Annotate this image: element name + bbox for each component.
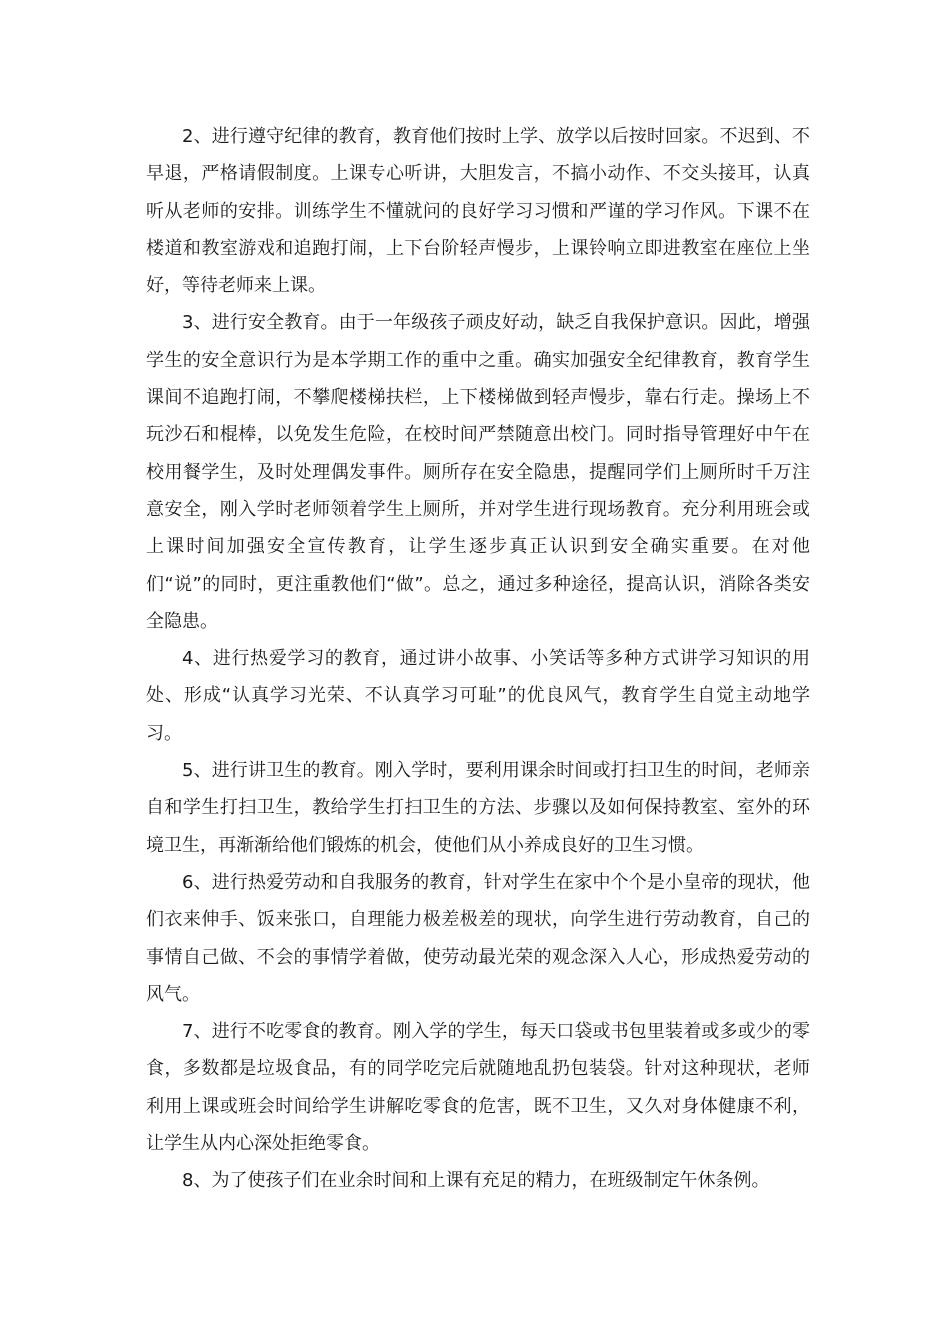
paragraph-labor: 6、进行热爱劳动和自我服务的教育，针对学生在家中个个是小皇帝的现状，他们衣来伸手、饭来张口，自理能力极差极差的现状，向学生进行劳动教育，自己的事情自己做、不会的事情学着做，使劳动最光荣的观念深入人心，形成热爱劳动的风气。 [146, 871, 810, 1005]
paragraph-safety: 3、进行安全教育。由于一年级孩子顽皮好动，缺乏自我保护意识。因此，增强学生的安全意识行为是本学期工作的重中之重。确实加强安全纪律教育，教育学生课间不追跑打闹，不攀爬楼梯扶栏，上下楼梯做到轻声慢步，靠右行走。操场上不玩沙石和棍棒，以免发生危险，在校时间严禁随意出校门。同时指导管理好中午在校用餐学生，及时处理偶发事件。厕所存在安全隐患，提醒同学们上厕所时千万注意安全，刚入学时老师领着学生上厕所，并对学生进行现场教育。充分利用班会或上课时间加强安全宣传教育，让学生逐步真正认识到安全确实重要。在对他们“说”的同时，更注重教他们“做”。总之，通过多种途径，提高认识，消除各类安全隐患。 [146, 312, 810, 632]
paragraph-hygiene: 5、进行讲卫生的教育。刚入学时，要利用课余时间或打扫卫生的时间，老师亲自和学生打扫卫生，教给学生打扫卫生的方法、步骤以及如何保持教室、室外的环境卫生，再渐渐给他们锻炼的机会，使他们从小养成良好的卫生习惯。 [146, 760, 810, 856]
paragraph-learning: 4、进行热爱学习的教育，通过讲小故事、小笑话等多种方式讲学习知识的用处、形成“认真学习光荣、不认真学习可耻”的优良风气，教育学生自觉主动地学习。 [146, 648, 810, 744]
document-body [146, 118, 810, 1200]
paragraph-discipline: 2、进行遵守纪律的教育，教育他们按时上学、放学以后按时回家。不迟到、不早退，严格请假制度。上课专心听讲，大胆发言，不搞小动作、不交头接耳，认真听从老师的安排。训练学生不懂就问的良好学习习惯和严谨的学习作风。下课不在楼道和教室游戏和追跑打闹，上下台阶轻声慢步，上课铃响立即进教室在座位上坐好，等待老师来上课。 [146, 126, 810, 297]
paragraph-nap-rules: 8、为了使孩子们在业余时间和上课有充足的精力，在班级制定午休条例。 [182, 1170, 770, 1192]
paragraph-snacks: 7、进行不吃零食的教育。刚入学的学生，每天口袋或书包里装着或多或少的零食，多数都是垃圾食品，有的同学吃完后就随地乱扔包装袋。针对这种现状，老师利用上课或班会时间给学生讲解吃零食的危害，既不卫生，又久对身体健康不利，让学生从内心深处拒绝零食。 [146, 1021, 810, 1155]
